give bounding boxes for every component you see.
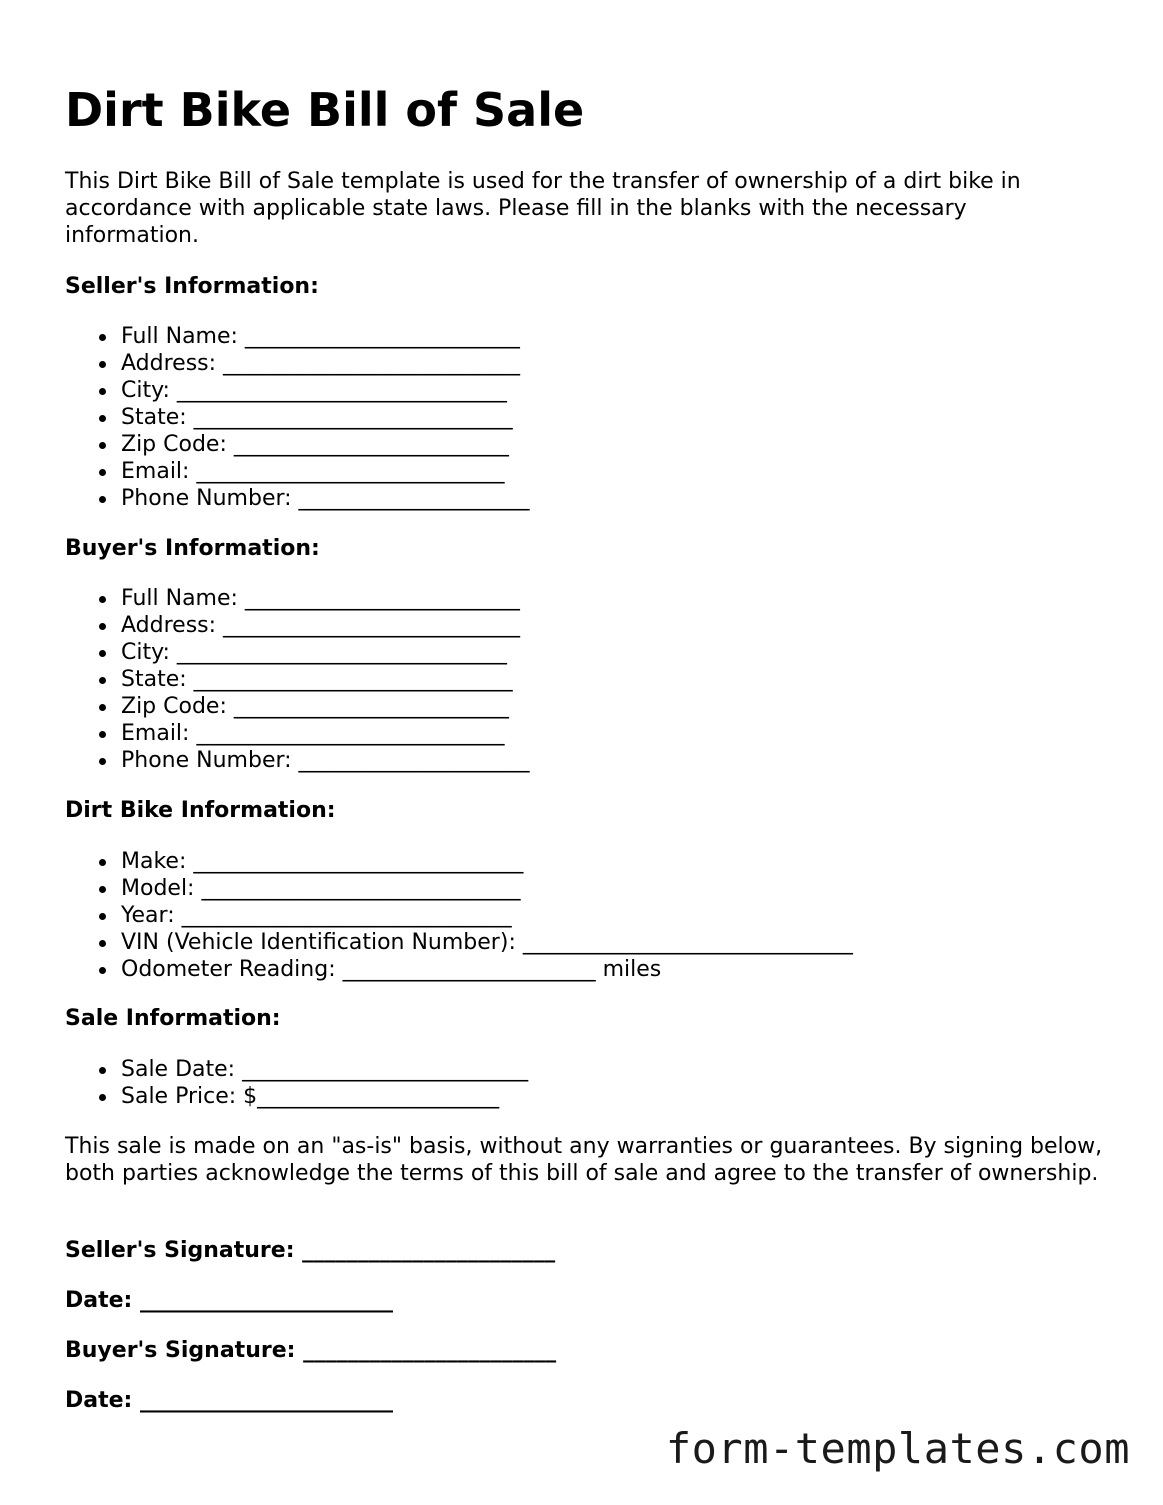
bike-odometer-field[interactable]: Odometer Reading: _______________________ miles — [65, 956, 853, 983]
buyer-phone-field[interactable]: Phone Number: _____________________ — [65, 747, 530, 774]
buyer-state-field[interactable]: State: _____________________________ — [65, 666, 530, 693]
watermark-text: form-templates.com — [665, 1424, 1130, 1473]
buyer-fields-list — [65, 585, 530, 774]
seller-state-field[interactable]: State: _____________________________ — [65, 404, 530, 431]
sale-date-field[interactable]: Sale Date: __________________________ — [65, 1056, 528, 1083]
bike-model-field[interactable]: Model: _____________________________ — [65, 875, 853, 902]
sale-price-field[interactable]: Sale Price: $______________________ — [65, 1083, 528, 1110]
seller-email-field[interactable]: Email: ____________________________ — [65, 458, 530, 485]
seller-signature-line[interactable]: Seller's Signature: _______________________ — [65, 1238, 556, 1263]
buyer-info-heading: Buyer's Information: — [65, 536, 320, 561]
buyer-full-name-field[interactable]: Full Name: _________________________ — [65, 585, 530, 612]
buyer-signature-line[interactable]: Buyer's Signature: _______________________ — [65, 1338, 557, 1363]
buyer-city-field[interactable]: City: ______________________________ — [65, 639, 530, 666]
bike-fields-list — [65, 848, 853, 983]
buyer-zip-field[interactable]: Zip Code: _________________________ — [65, 693, 530, 720]
page-title: Dirt Bike Bill of Sale — [65, 83, 585, 137]
terms-paragraph: This sale is made on an "as-is" basis, without any warranties or guarantees. By signing below, both parties acknowledge the terms of this bill of sale and agree to the transfer of ownership. — [65, 1134, 1103, 1186]
seller-zip-field[interactable]: Zip Code: _________________________ — [65, 431, 530, 458]
sale-info-heading: Sale Information: — [65, 1006, 281, 1031]
buyer-address-field[interactable]: Address: ___________________________ — [65, 612, 530, 639]
buyer-date-line[interactable]: Date: _______________________ — [65, 1388, 394, 1413]
bike-year-field[interactable]: Year: ______________________________ — [65, 902, 853, 929]
sale-fields-list — [65, 1056, 528, 1110]
bike-vin-field[interactable]: VIN (Vehicle Identification Number): ______________________________ — [65, 929, 853, 956]
seller-phone-field[interactable]: Phone Number: _____________________ — [65, 485, 530, 512]
bike-make-field[interactable]: Make: ______________________________ — [65, 848, 853, 875]
intro-paragraph: This Dirt Bike Bill of Sale template is used for the transfer of ownership of a dirt bike in accordance with applicable state laws. Please fill in the blanks with the necessary information. — [65, 169, 1021, 248]
bike-info-heading: Dirt Bike Information: — [65, 798, 336, 823]
seller-full-name-field[interactable]: Full Name: _________________________ — [65, 323, 530, 350]
seller-info-heading: Seller's Information: — [65, 274, 319, 299]
seller-date-line[interactable]: Date: _______________________ — [65, 1288, 394, 1313]
seller-address-field[interactable]: Address: ___________________________ — [65, 350, 530, 377]
buyer-email-field[interactable]: Email: ____________________________ — [65, 720, 530, 747]
seller-city-field[interactable]: City: ______________________________ — [65, 377, 530, 404]
seller-fields-list — [65, 323, 530, 512]
